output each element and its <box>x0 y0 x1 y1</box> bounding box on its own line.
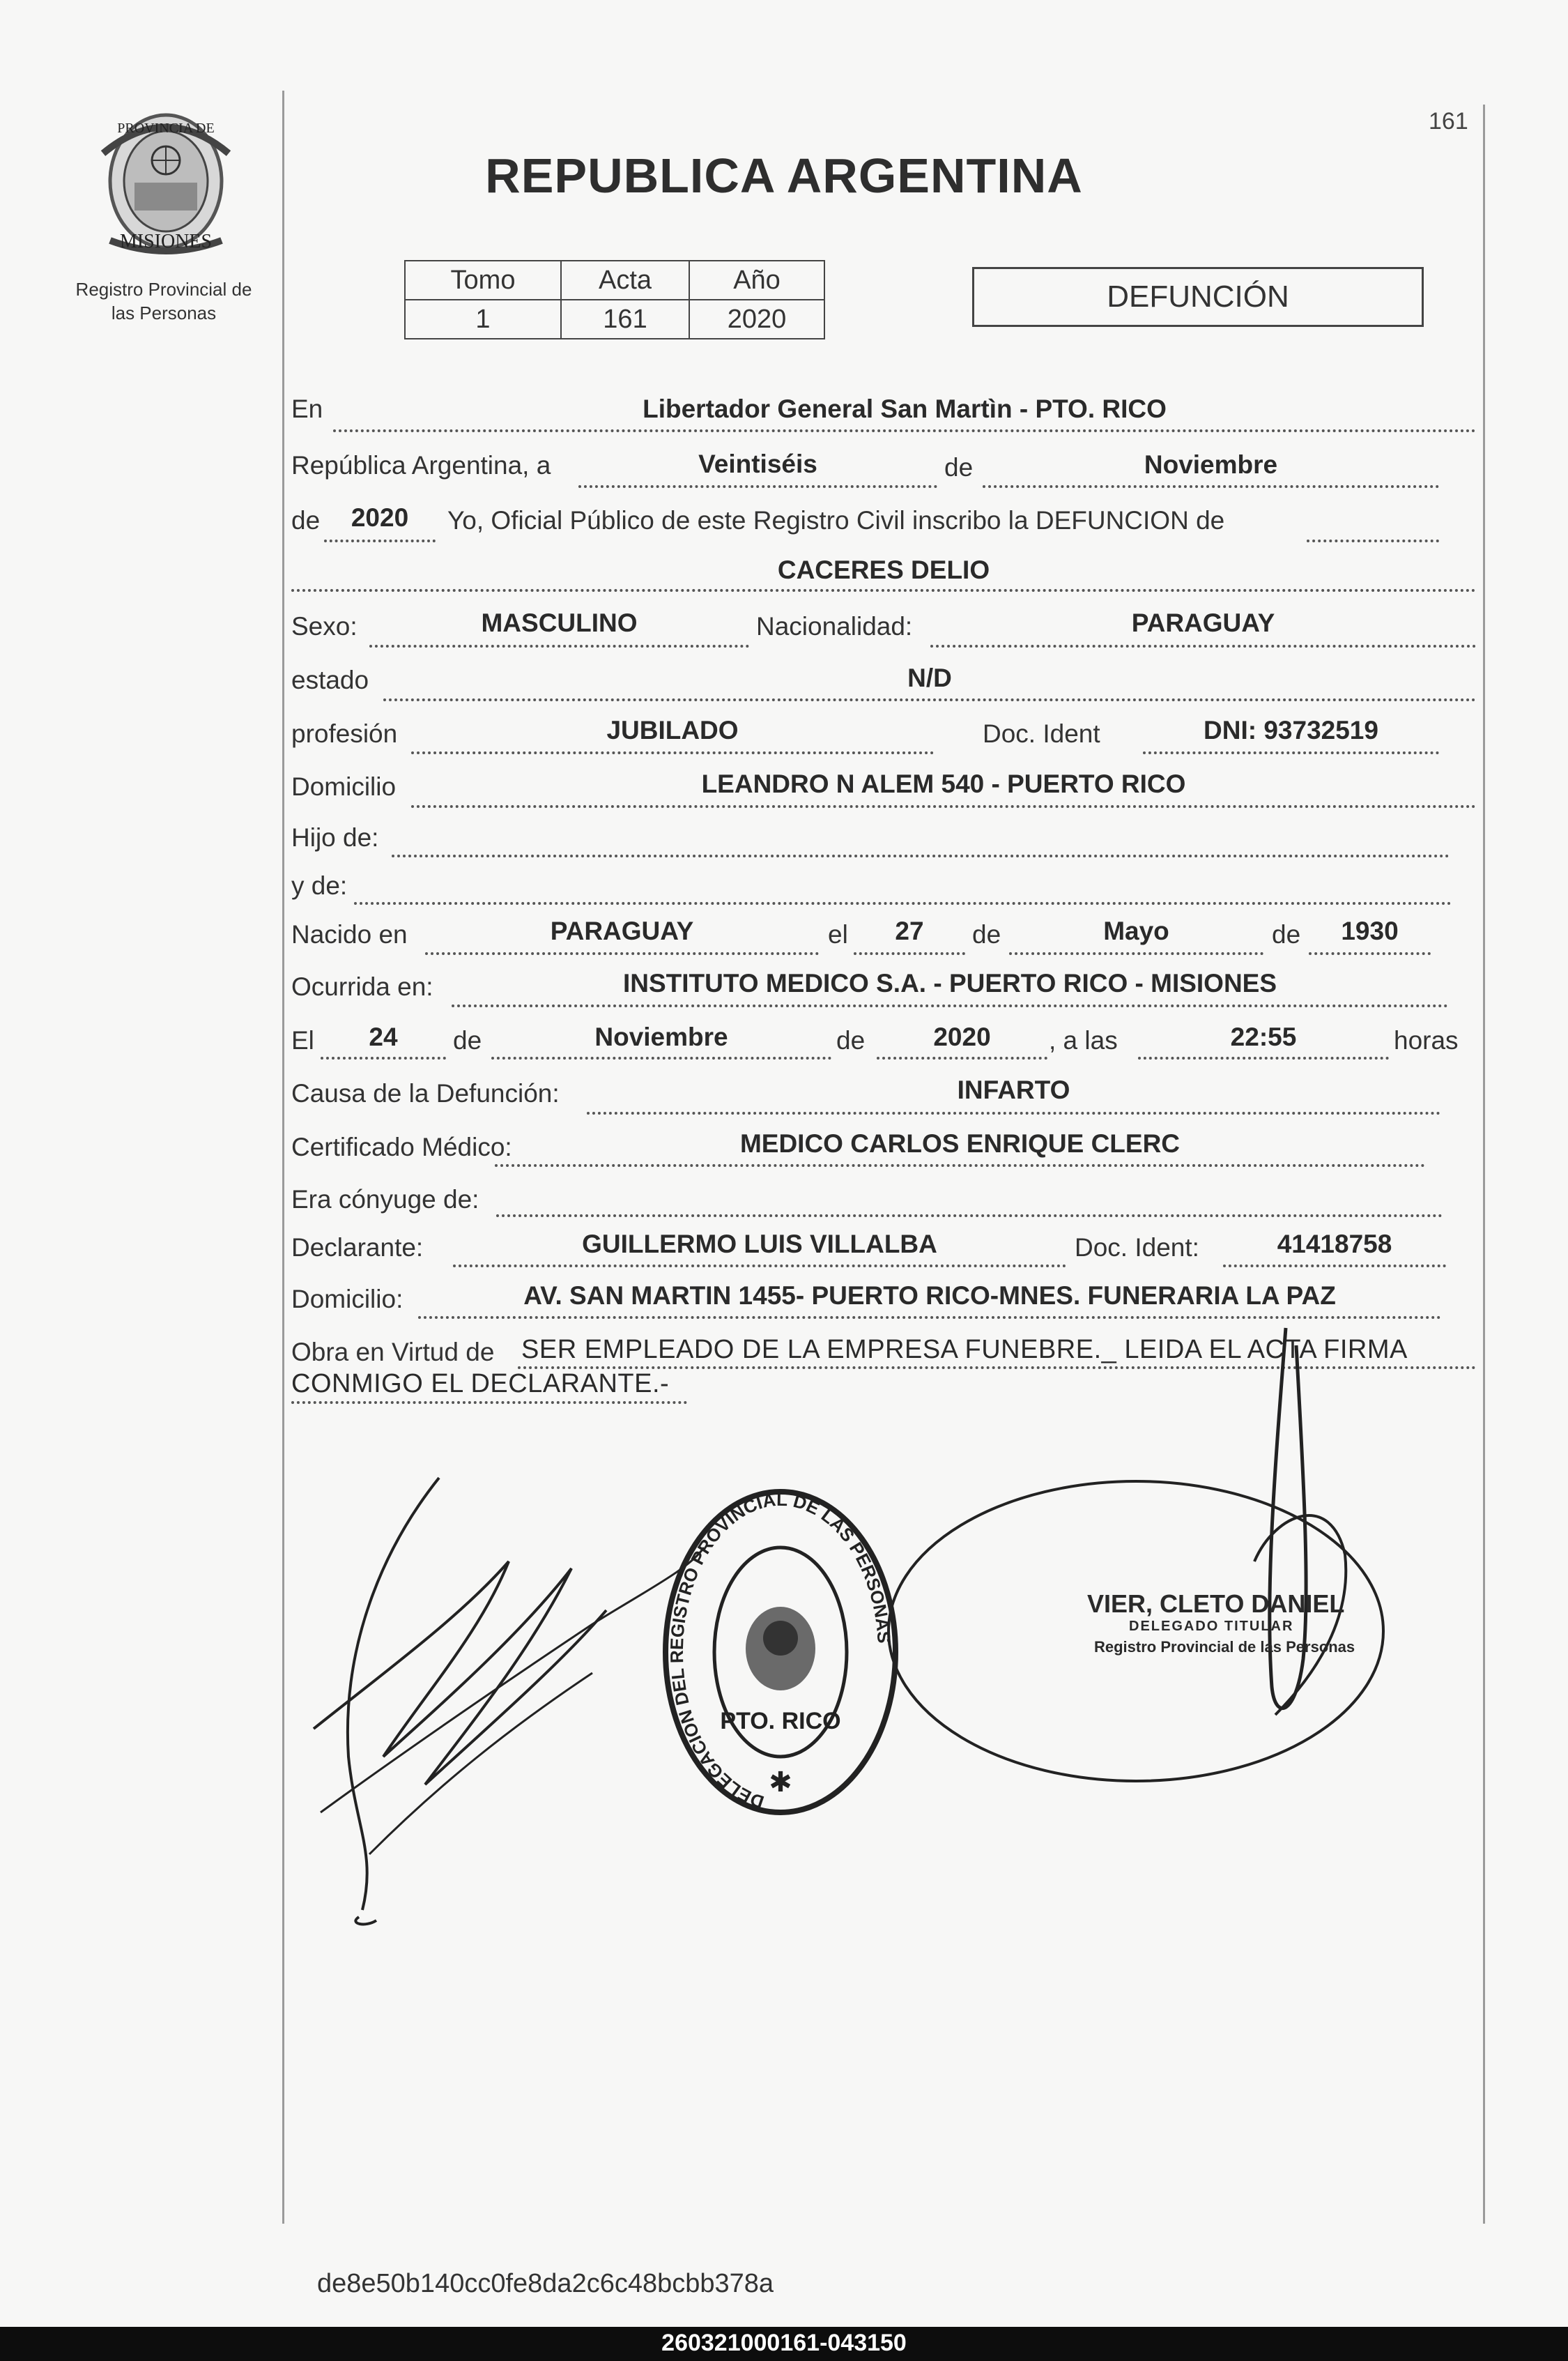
dotline-def-hora <box>1138 1057 1389 1060</box>
dotline-causa <box>587 1112 1440 1115</box>
value-domicilio: LEANDRO N ALEM 540 - PUERTO RICO <box>701 770 1186 798</box>
dotline-estado <box>383 698 1476 701</box>
dotline-nac-mes <box>1009 952 1263 955</box>
value-declarante: GUILLERMO LUIS VILLALBA <box>582 1230 937 1258</box>
dotline-decl-domicilio <box>418 1316 1441 1319</box>
label-conyuge: Era cónyuge de: <box>291 1185 479 1214</box>
label-nacionalidad: Nacionalidad: <box>756 612 913 641</box>
label-el-2: El <box>291 1026 314 1055</box>
stamp-ring-text: DELEGACION DEL REGISTRO PROVINCIAL DE LAS PERSONAS <box>666 1488 895 1813</box>
value-obra-line2: CONMIGO EL DECLARANTE.- <box>291 1369 670 1398</box>
label-de-def-2: de <box>836 1026 866 1055</box>
dotline-defuncion-de <box>1307 540 1439 542</box>
svg-text:PROVINCIA DE: PROVINCIA DE <box>117 121 215 136</box>
label-yo-oficial: Yo, Oficial Público de este Registro Civil inscribo la DEFUNCION de <box>447 506 1225 535</box>
label-en: En <box>291 395 323 423</box>
value-estado: N/D <box>907 664 952 692</box>
label-de-def-1: de <box>453 1026 482 1055</box>
value-obra-line1: SER EMPLEADO DE LA EMPRESA FUNEBRE._ LEIDA EL ACTA FIRMA <box>521 1335 1408 1364</box>
value-nac-dia: 27 <box>895 917 924 945</box>
dotline-nac-anio <box>1309 952 1431 955</box>
footer-barcode-text: 260321000161-043150 <box>661 2330 907 2356</box>
label-doc-ident-2: Doc. Ident: <box>1075 1233 1199 1262</box>
label-nacido-en: Nacido en <box>291 920 408 949</box>
official-org: Registro Provincial de las Personas <box>1094 1638 1355 1656</box>
label-horas: horas <box>1394 1026 1459 1055</box>
value-nacido-en: PARAGUAY <box>550 917 694 945</box>
value-nac-mes: Mayo <box>1103 917 1169 945</box>
value-decl-domicilio: AV. SAN MARTIN 1455- PUERTO RICO-MNES. FUNERARIA LA PAZ <box>523 1281 1336 1310</box>
dotline-decl-doc <box>1223 1264 1446 1267</box>
label-obra: Obra en Virtud de <box>291 1338 495 1366</box>
value-doc-ident: DNI: 93732519 <box>1204 716 1378 744</box>
dotline-sexo <box>369 645 749 648</box>
label-profesion: profesión <box>291 719 398 748</box>
document-type-box: DEFUNCIÓN <box>972 267 1424 327</box>
value-lugar: Libertador General San Martìn - PTO. RICO <box>643 395 1167 423</box>
tomo-value: 1 <box>405 300 561 339</box>
value-nac-anio: 1930 <box>1341 917 1399 945</box>
dotline-def-anio <box>877 1057 1047 1060</box>
anio-header: Año <box>689 261 824 300</box>
dotline-ocurrida-en <box>452 1004 1448 1007</box>
value-sexo: MASCULINO <box>481 609 638 637</box>
label-doc-ident: Doc. Ident <box>983 719 1100 748</box>
label-y-de: y de: <box>291 871 348 900</box>
official-signature <box>885 1324 1387 1805</box>
value-profesion: JUBILADO <box>606 716 739 744</box>
official-name: VIER, CLETO DANIEL <box>1087 1589 1345 1618</box>
value-ocurrida-en: INSTITUTO MEDICO S.A. - PUERTO RICO - MISIONES <box>622 969 1277 998</box>
value-anio: 2020 <box>351 503 409 532</box>
dotline-profesion <box>411 751 934 754</box>
dotline-nac-dia <box>854 952 965 955</box>
dotline-y-de <box>354 902 1452 905</box>
value-def-mes: Noviembre <box>594 1023 728 1051</box>
label-hijo-de: Hijo de: <box>291 823 379 852</box>
label-de-nac-2: de <box>1272 920 1301 949</box>
dotline-obra-2 <box>291 1401 687 1404</box>
value-def-anio: 2020 <box>933 1023 991 1051</box>
value-decl-doc: 41418758 <box>1277 1230 1392 1258</box>
dotline-anio <box>324 540 436 542</box>
acta-header: Acta <box>561 261 689 300</box>
value-causa: INFARTO <box>957 1076 1070 1104</box>
dotline-nacionalidad <box>930 645 1476 648</box>
dotline-dia <box>578 485 937 488</box>
dotline-conyuge <box>496 1214 1443 1217</box>
dotline-declarante <box>453 1264 1066 1267</box>
label-republica: República Argentina, a <box>291 451 551 480</box>
dotline-lugar <box>333 429 1476 432</box>
svg-text:MISIONES: MISIONES <box>119 231 213 252</box>
label-domicilio: Domicilio <box>291 772 397 801</box>
left-margin-rule <box>282 91 284 2224</box>
dotline-domicilio <box>411 805 1476 808</box>
acta-value: 161 <box>561 300 689 339</box>
value-def-hora: 22:55 <box>1230 1023 1297 1051</box>
page-title: REPUBLICA ARGENTINA <box>485 148 1083 203</box>
value-fallecido: CACERES DELIO <box>777 556 990 584</box>
value-mes: Noviembre <box>1144 450 1278 479</box>
value-def-dia: 24 <box>369 1023 398 1051</box>
value-certificado: MEDICO CARLOS ENRIQUE CLERC <box>739 1129 1181 1158</box>
official-role: DELEGADO TITULAR <box>1129 1619 1294 1634</box>
dotline-def-dia <box>321 1057 446 1060</box>
document-hash: de8e50b140cc0fe8da2c6c48bcbb378a <box>317 2269 774 2298</box>
svg-text:✱: ✱ <box>769 1767 792 1798</box>
dotline-certificado <box>495 1164 1425 1167</box>
label-declarante: Declarante: <box>291 1233 424 1262</box>
label-a-las: , a las <box>1049 1026 1118 1055</box>
label-domicilio-2: Domicilio: <box>291 1285 403 1313</box>
dotline-nacido-en <box>425 952 819 955</box>
value-nacionalidad: PARAGUAY <box>1131 609 1275 637</box>
label-el: el <box>828 920 848 949</box>
dotline-mes <box>983 485 1439 488</box>
value-dia: Veintiséis <box>698 450 817 478</box>
tomo-header: Tomo <box>405 261 561 300</box>
dotline-doc-ident <box>1143 751 1439 754</box>
stamp-center-text: PTO. RICO <box>720 1708 841 1734</box>
label-certificado: Certificado Médico: <box>291 1133 512 1161</box>
page-number: 161 <box>1429 108 1468 135</box>
dotline-hijo-de <box>392 855 1450 857</box>
dotline-fallecido <box>291 589 1476 592</box>
anio-value: 2020 <box>689 300 824 339</box>
label-de-nac-1: de <box>972 920 1001 949</box>
label-de-1: de <box>944 453 974 482</box>
registro-provincial-caption: Registro Provincial de las Personas <box>75 279 252 323</box>
label-sexo: Sexo: <box>291 612 358 641</box>
official-stamp <box>659 1481 902 1823</box>
dotline-def-mes <box>491 1057 831 1060</box>
label-causa: Causa de la Defunción: <box>291 1079 560 1108</box>
declarant-signature <box>300 1464 718 1938</box>
label-ocurrida-en: Ocurrida en: <box>291 972 433 1001</box>
label-de-2: de <box>291 506 321 535</box>
right-margin-rule <box>1483 105 1485 2224</box>
tomo-acta-anio-table <box>404 260 825 339</box>
label-estado: estado <box>291 666 369 694</box>
